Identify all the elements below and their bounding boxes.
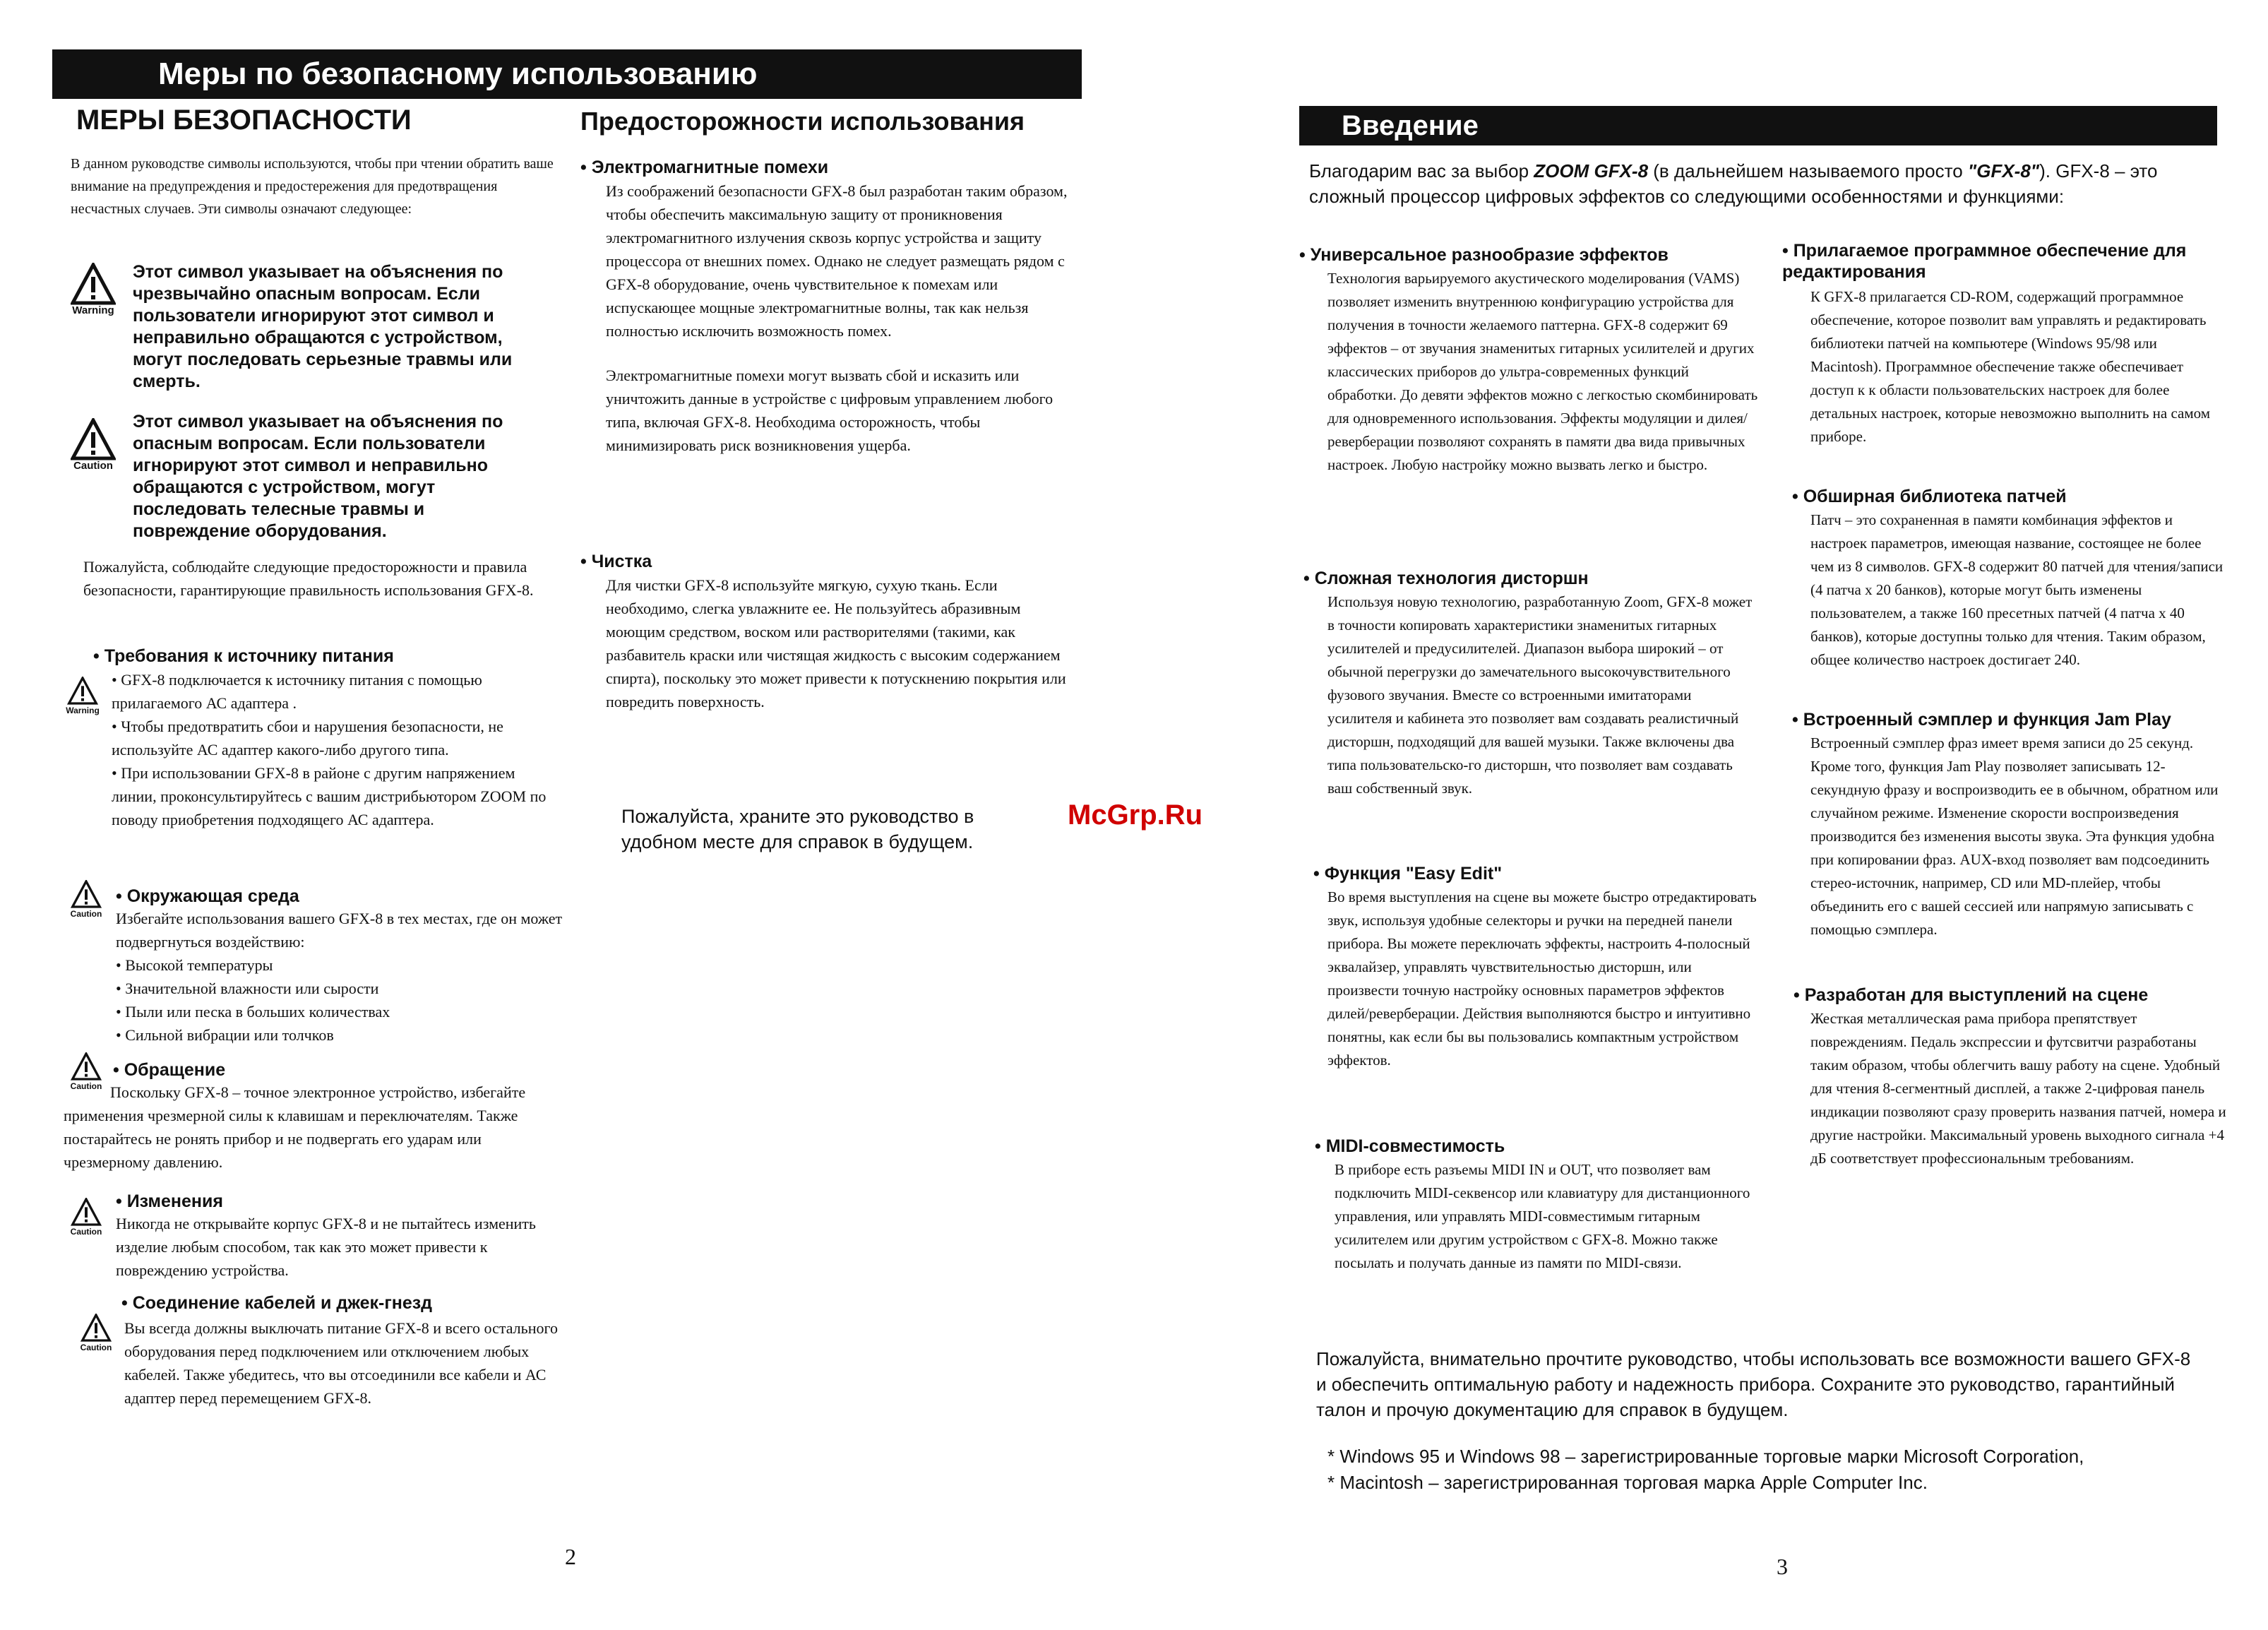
em-title: • Электромагнитные помехи bbox=[580, 157, 829, 177]
cables-caution-icon bbox=[71, 1314, 121, 1353]
keep-manual-note: Пожалуйста, храните это руководство в удобном месте для справок в будущем. bbox=[621, 806, 974, 852]
feature-text: Во время выступления на сцене вы можете быстро отредактировать звук, используя удобные селекторы и ручки на передней панели прибора. Вы можете переключать эффекты, настроить 4-полосный эквалайзер, управлять чувствительностью дисторшн, или произвести точную настройку основных параметров эффектов дилей/реверберации. Действия выполняются быстро и интуитивно понятны, как если бы вы пользовались компактным устройством эффектов. bbox=[1327, 888, 1757, 1069]
em-paragraph-1: Из соображений безопасности GFX-8 был разработан таким образом, чтобы обеспечить максимальную защиту от проникновения электромагнитного излучения сквозь корпус устройства и защиту процессора от внешних помех. Однако не следует размещать рядом с GFX-8 оборудование, очень чувствительное к помехам или испускающее мощные электромагнитные волны, так как нельзя полностью исключить возможность помех. bbox=[606, 182, 1068, 340]
cleaning-title: • Чистка bbox=[580, 552, 652, 571]
right-banner-title: Введение bbox=[1342, 110, 1479, 141]
right-page-number: 3 bbox=[1777, 1554, 1788, 1579]
cables-icon-label: Caution bbox=[80, 1343, 112, 1352]
trademark-item: * Macintosh – зарегистрированная торговая марка Apple Computer Inc. bbox=[1327, 1472, 1928, 1493]
precautions-heading: Предосторожности использования bbox=[580, 107, 1025, 136]
power-text bbox=[112, 668, 563, 831]
handling-icon-label: Caution bbox=[70, 1081, 102, 1091]
list-item: • Значительной влажности или сырости bbox=[116, 980, 379, 997]
feature-text: В приборе есть разъемы MIDI IN и OUT, что позволяет вам подключить MIDI-секвенсор или клавиатуру для дистанционного управления, или управлять MIDI-совместимым гитарным усилителем или другим устройством с GFX-8. Можно также посылать и получать данные из памяти по MIDI-связи. bbox=[1335, 1161, 1750, 1271]
feature-text: К GFX-8 прилагается CD-ROM, содержащий программное обеспечение, которое позволит вам управлять и редактировать библиотеки патчей на компьютере (Windows 95/98 или Macintosh). Программное обеспечение также обеспечивает доступ к к области пользовательских настроек для более детальных настроек, которые невозможно выполнить на самом приборе. bbox=[1810, 288, 2211, 445]
changes-text: Никогда не открывайте корпус GFX-8 и не пытайтесь изменить изделие любым способом, так как это может привести к повреждению устройства. bbox=[116, 1215, 536, 1279]
feature-title: • Прилагаемое программное обеспечение для редактирования bbox=[1782, 241, 2187, 282]
feature-title: • Встроенный сэмплер и функция Jam Play bbox=[1792, 710, 2171, 730]
closing-paragraph: Пожалуйста, внимательно прочтите руководство, чтобы использовать все возможности вашего GFX-8 и обеспечить оптимальную работу и надежность прибора. Сохраните это руководство, гарантийный талон и прочую документацию для справок в будущем. bbox=[1316, 1348, 2191, 1420]
trademarks bbox=[1327, 1444, 2203, 1496]
warning-icon bbox=[58, 263, 129, 316]
feature-text: Технология варьируемого акустического моделирования (VAMS) позволяет изменить внутреннюю конфигурацию устройства для получения в точности желаемого паттерна. GFX-8 содержит 69 эффектов – от звучания знаменитых гитарных усилителей и других классических приборов до ультра-современных функций обработки. До девяти эффектов можно с легкостью скомбинировать для одновременного использования. Эффекты модуляции и дилея/реверберации позволяют сохранять в памяти два вида привычных настроек. Любую настройку можно вызвать легко и быстро. bbox=[1327, 270, 1758, 473]
right-banner bbox=[1299, 106, 2217, 145]
list-item: • Высокой температуры bbox=[116, 956, 273, 974]
environment-title: • Окружающая среда bbox=[116, 886, 299, 906]
power-warning-icon bbox=[58, 677, 107, 716]
power-item-3: • При использовании GFX-8 в районе с другим напряжением линии, проконсультируйтесь с вашим дистрибьютором ZOOM по поводу приобретения подходящего АС адаптера. bbox=[112, 764, 547, 828]
feature-title: • MIDI-совместимость bbox=[1315, 1136, 1505, 1156]
intro-post: ). GFX-8 – это сложный процессор цифровых эффектов со следующими особенностями и функциями: bbox=[1309, 160, 2158, 207]
environment-list bbox=[116, 953, 568, 1047]
environment-intro: Избегайте использования вашего GFX-8 в тех местах, где он может подвергнуться воздействию: bbox=[116, 910, 563, 951]
feature-text: Патч – это сохраненная в памяти комбинация эффектов и настроек параметров, имеющая название, состоящее не более чем из 8 символов. GFX-8 содержит 80 патчей для чтения/записи (4 патча x 20 банков), которые могут быть изменены пользователем, а также 160 пресетных патчей (4 патча x 40 банков), которые доступны только для чтения. Таким образом, общее количество настроек достигает 240. bbox=[1810, 511, 2224, 668]
caution-icon bbox=[58, 418, 129, 472]
environment-icon-label: Caution bbox=[70, 909, 102, 919]
feature-title: • Разработан для выступлений на сцене bbox=[1793, 985, 2149, 1005]
feature-text: Встроенный сэмплер фраз имеет время записи до 25 секунд. Кроме того, функция Jam Play позволяет записывать 12-секундную фразу и воспроизводить ее в обычном, обратном или случайном режиме. Изменение скорости воспроизведения производится без изменения высоты звука. Эта функция удобна при копировании фраз. AUX-вход позволяет вам подсоединить стерео-источник, например, CD или MD-плейер, чтобы объединить его с вашей сессией или напрямую записывать с помощью сэмплера. bbox=[1810, 734, 2219, 938]
intro-mid: (в дальнейшем называемого просто bbox=[1648, 160, 1968, 182]
intro-pre: Благодарим вас за выбор bbox=[1309, 160, 1534, 182]
caution-icon-label: Caution bbox=[73, 460, 113, 472]
left-banner bbox=[52, 49, 1082, 99]
feature-title: • Сложная технология дисторшн bbox=[1303, 569, 1589, 588]
safety-intro: В данном руководстве символы используются, чтобы при чтении обратить ваше внимание на предупреждения и предостережения для предотвращения несчастных случаев. Эти символы означают следующее: bbox=[71, 156, 554, 217]
feature-text: Используя новую технологию, разработанную Zoom, GFX-8 может в точности копировать характеристики знаменитых гитарных усилителей и предусилителей. Диапазон выбора широкий – от обычной перегрузки до замечательного высокочувствительного фузового звучания. Вместе со встроенными имитаторами усилителя и кабинета это позволяет вам создавать реалистичный дисторшн, подходящий для вашей музыки. Также включены два типа пользовательско-го дисторшн, что позволяет вам создавать ваш собственный звук. bbox=[1327, 593, 1753, 797]
cables-text: Вы всегда должны выключать питание GFX-8 и всего остального оборудования перед подключением или отключением любых кабелей. Также убедитесь, что вы отсоединили все кабели и АС адаптер перед перемещением GFX-8. bbox=[124, 1319, 558, 1407]
feature-title: • Функция "Easy Edit" bbox=[1313, 864, 1503, 884]
warning-description: Этот символ указывает на объяснения по чрезвычайно опасным вопросам. Если пользователи игнорируют этот символ и неправильно обращаются с устройством, могут последовать серьезные травмы или смерть. bbox=[133, 262, 513, 391]
trademark-item: * Windows 95 и Windows 98 – зарегистрированные торговые марки Microsoft Corporation, bbox=[1327, 1446, 2084, 1467]
power-item-1: • GFX-8 подключается к источнику питания с помощью прилагаемого АС адаптера . bbox=[112, 671, 482, 712]
cables-title: • Соединение кабелей и джек-гнезд bbox=[121, 1293, 433, 1313]
intro-paragraph bbox=[1309, 158, 2192, 209]
list-item: • Пыли или песка в больших количествах bbox=[116, 1003, 390, 1021]
warning-icon-label: Warning bbox=[72, 304, 114, 316]
changes-title: • Изменения bbox=[116, 1191, 223, 1211]
power-item-2: • Чтобы предотвратить сбои и нарушения безопасности, не используйте АС адаптер какого-либо другого типа. bbox=[112, 718, 503, 759]
handling-text: Поскольку GFX-8 – точное электронное устройство, избегайте применения чрезмерной силы к клавишам и переключателям. Также постарайтесь не ронять прибор и не подвергать его ударам или чрезмерному давлению. bbox=[64, 1083, 526, 1171]
cleaning-text: Для чистки GFX-8 используйте мягкую, сухую ткань. Если необходимо, слегка увлажните ее. Не пользуйтесь абразивным моющим средством, воском или растворителями (такими, как разбавитель краски или чистящая жидкость с высоким содержанием спирта), поскольку это может привести к потускнению покрытия или повредить поверхность. bbox=[606, 576, 1066, 710]
feature-title: • Универсальное разнообразие эффектов bbox=[1299, 245, 1669, 265]
changes-caution-icon bbox=[61, 1198, 112, 1237]
safety-heading: МЕРЫ БЕЗОПАСНОСТИ bbox=[76, 105, 412, 136]
power-title: • Требования к источнику питания bbox=[93, 646, 394, 666]
em-paragraph-2: Электромагнитные помехи могут вызвать сбой и исказить или уничтожить данные в устройстве с цифровым управлением любого типа, включая GFX-8. Необходима осторожность, чтобы минимизировать риск возникновения ущерба. bbox=[606, 367, 1054, 454]
environment-caution-icon bbox=[61, 880, 112, 920]
intro-brand: ZOOM GFX-8 bbox=[1534, 160, 1649, 182]
em-text bbox=[606, 179, 1072, 457]
watermark: McGrp.Ru bbox=[1068, 799, 1203, 831]
caution-description: Этот символ указывает на объяснения по опасным вопросам. Если пользователи игнорируют этот символ и неправильно обращаются с устройством, могут последовать телесные травмы и повреждение оборудования. bbox=[133, 412, 503, 541]
handling-title: • Обращение bbox=[113, 1060, 226, 1080]
intro-short: "GFX-8" bbox=[1967, 160, 2040, 182]
feature-title: • Обширная библиотека патчей bbox=[1792, 487, 2067, 506]
observe-text: Пожалуйста, соблюдайте следующие предосторожности и правила безопасности, гарантирующие правильность использования GFX-8. bbox=[83, 558, 534, 599]
environment-text bbox=[116, 907, 568, 1047]
feature-text: Жесткая металлическая рама прибора препятствует повреждениям. Педаль экспрессии и футсвитчи разработаны таким образом, чтобы облегчить вашу работу на сцене. Удобный для чтения 8-сегментный дисплей, а также 2-цифровая панель индикации позволяют сразу проверить названия патчей, номера и другие настройки. Максимальный уровень выходного сигнала +4 дБ соответствует профессиональным требованиям. bbox=[1810, 1010, 2226, 1167]
left-page-number: 2 bbox=[565, 1544, 576, 1569]
changes-icon-label: Caution bbox=[70, 1227, 102, 1237]
power-warning-icon-label: Warning bbox=[66, 706, 100, 715]
left-banner-title: Меры по безопасному использованию bbox=[158, 56, 758, 91]
list-item: • Сильной вибрации или толчков bbox=[116, 1026, 334, 1044]
